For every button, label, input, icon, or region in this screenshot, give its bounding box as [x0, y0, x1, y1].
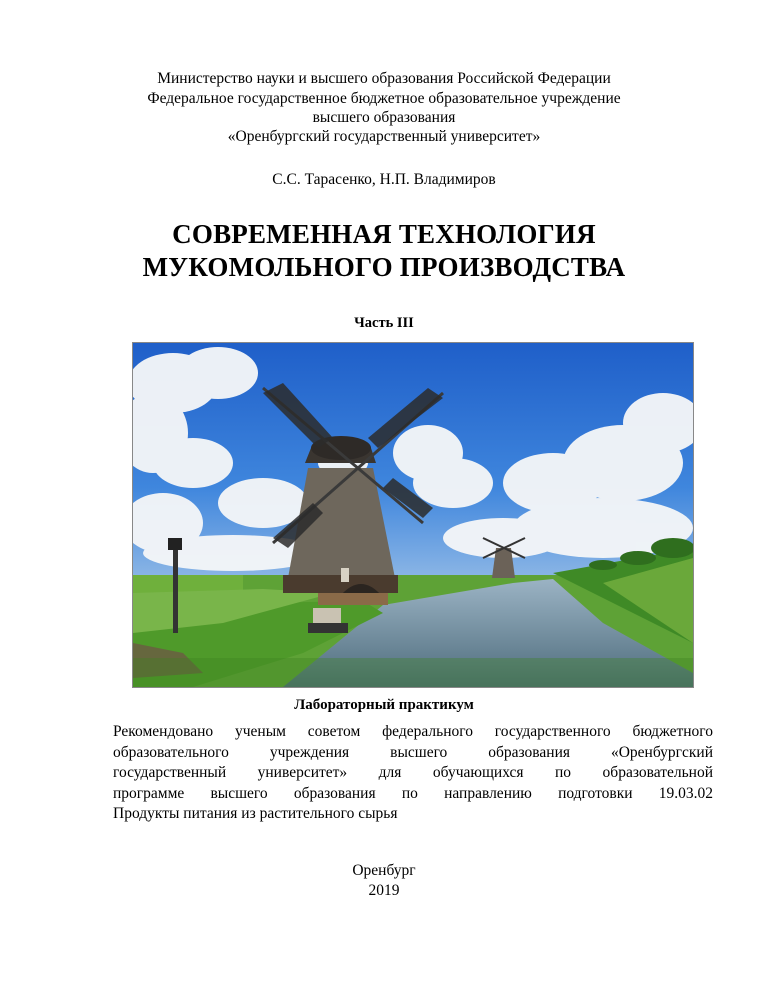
- title-line-1: СОВРЕМЕННАЯ ТЕХНОЛОГИЯ: [172, 219, 596, 249]
- institution-type-line: Федеральное государственное бюджетное образовательное учреждение: [147, 90, 621, 107]
- recommendation-line-2: образовательного учреждения высшего образования «Оренбургский: [113, 743, 713, 761]
- recommendation-line-3: государственный университет» для обучающихся по образовательной: [113, 764, 713, 781]
- book-title: [0, 218, 768, 284]
- publication-year: 2019: [368, 882, 400, 899]
- part-number: Часть III: [354, 315, 414, 331]
- recommendation-line-5: Продукты питания из растительного сырья: [113, 805, 398, 822]
- document-type: Лабораторный практикум: [294, 697, 474, 713]
- authors: С.С. Тарасенко, Н.П. Владимиров: [272, 171, 496, 188]
- cover-photo-windmills: [132, 342, 694, 688]
- recommendation-line-1: Рекомендовано ученым советом федерального государственного бюджетного: [113, 723, 713, 740]
- publication-city: Оренбург: [352, 862, 416, 879]
- university-name-line: «Оренбургский государственный университет»: [227, 128, 541, 145]
- recommendation-text: [113, 722, 713, 825]
- title-line-2: МУКОМОЛЬНОГО ПРОИЗВОДСТВА: [142, 252, 626, 282]
- recommendation-line-4: программе высшего образования по направлению подготовки 19.03.02: [113, 784, 713, 802]
- education-level-line: высшего образования: [312, 109, 456, 126]
- ministry-line: Министерство науки и высшего образования Российской Федерации: [157, 70, 611, 87]
